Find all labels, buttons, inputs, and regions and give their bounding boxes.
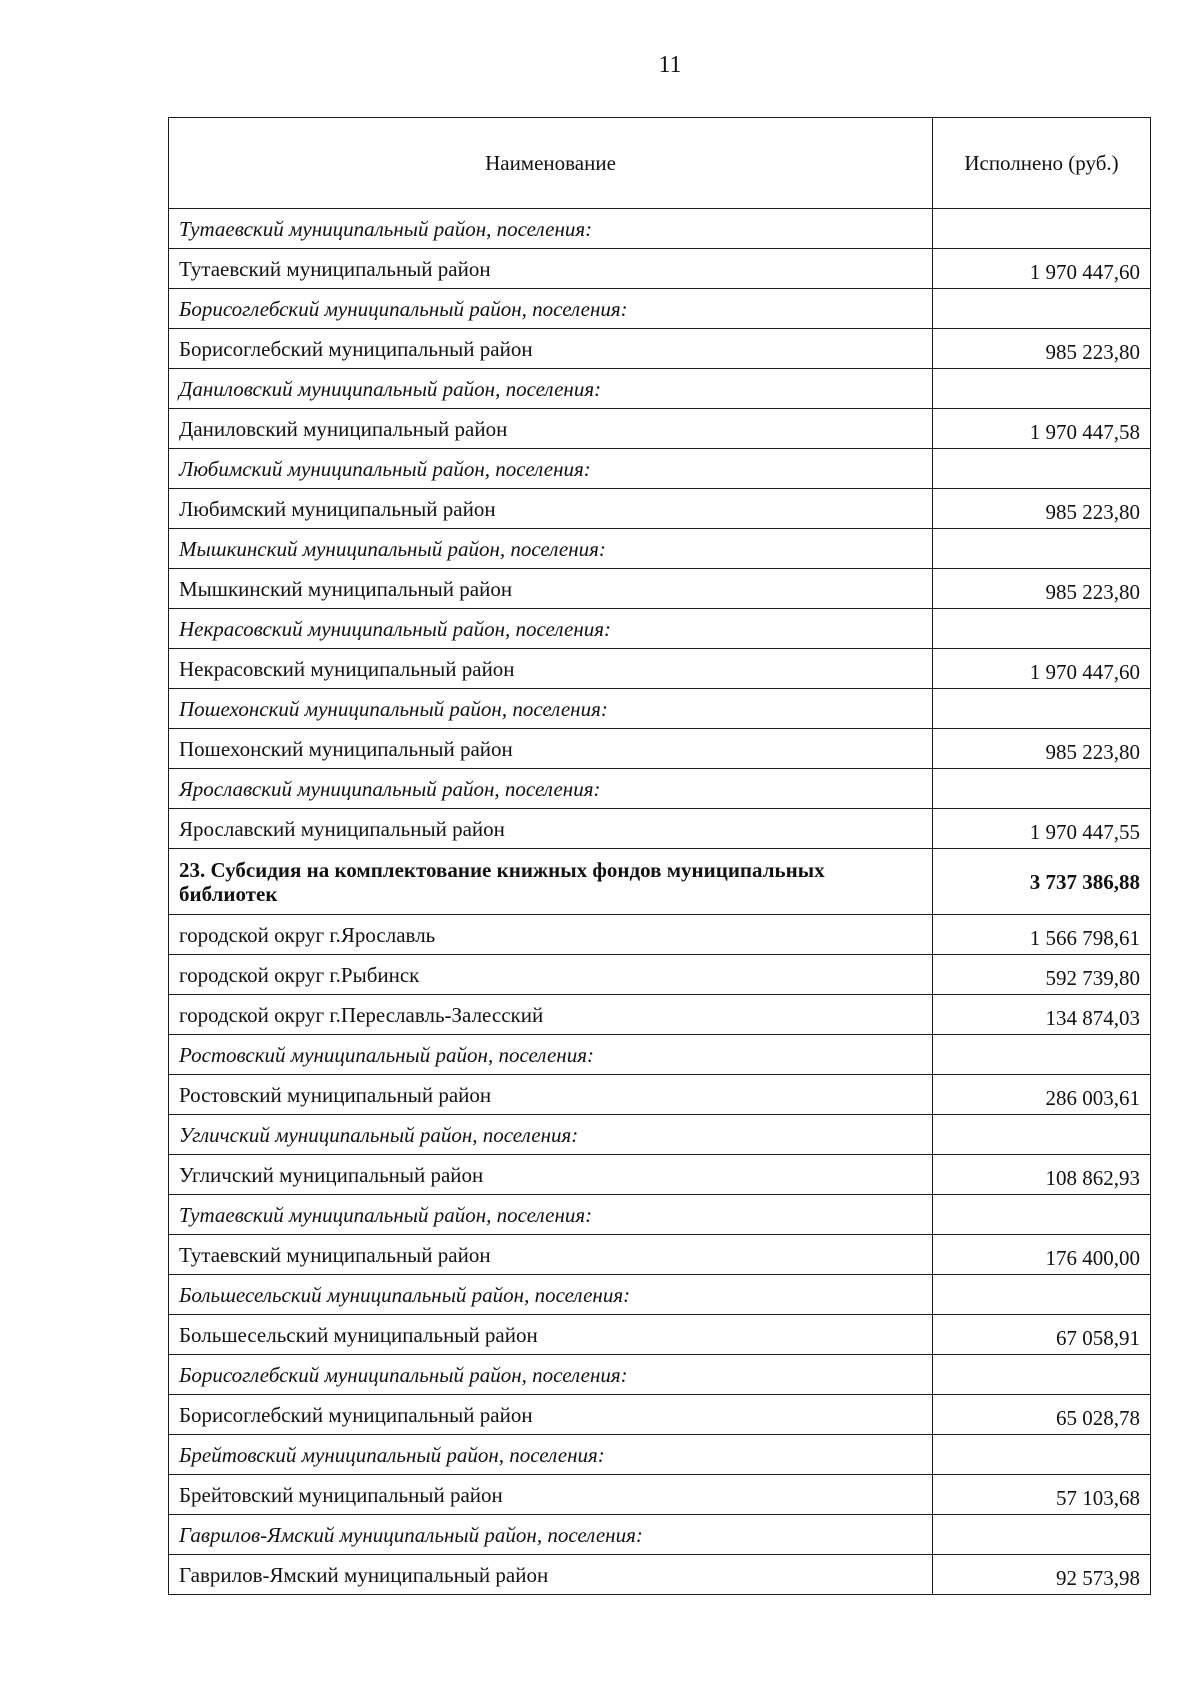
- table-row: [169, 1235, 1151, 1275]
- row-name: Ярославский муниципальный район: [169, 809, 933, 849]
- row-amount: [933, 689, 1151, 729]
- row-amount: [933, 1275, 1151, 1315]
- row-name: Мышкинский муниципальный район: [169, 569, 933, 609]
- row-name: Борисоглебский муниципальный район: [169, 329, 933, 369]
- row-amount: 134 874,03: [933, 995, 1151, 1035]
- table-row: [169, 569, 1151, 609]
- row-amount: 985 223,80: [933, 729, 1151, 769]
- total-row: [169, 849, 1151, 915]
- section-row: [169, 1435, 1151, 1475]
- row-name: Даниловский муниципальный район, поселения:: [169, 369, 933, 409]
- row-name: Большесельский муниципальный район: [169, 1315, 933, 1355]
- row-amount: [933, 209, 1151, 249]
- row-name: Гаврилов-Ямский муниципальный район, поселения:: [169, 1515, 933, 1555]
- table-body: [169, 209, 1151, 1595]
- row-amount: [933, 289, 1151, 329]
- row-amount: [933, 369, 1151, 409]
- row-amount: 985 223,80: [933, 489, 1151, 529]
- row-amount: 985 223,80: [933, 329, 1151, 369]
- row-name: Тутаевский муниципальный район, поселения:: [169, 1195, 933, 1235]
- row-name: городской округ г.Переславль-Залесский: [169, 995, 933, 1035]
- row-amount: 1 970 447,58: [933, 409, 1151, 449]
- table-row: [169, 409, 1151, 449]
- row-name: Мышкинский муниципальный район, поселения:: [169, 529, 933, 569]
- table-row: [169, 915, 1151, 955]
- row-name: Тутаевский муниципальный район: [169, 249, 933, 289]
- section-row: [169, 1035, 1151, 1075]
- table-row: [169, 1315, 1151, 1355]
- row-name: Даниловский муниципальный район: [169, 409, 933, 449]
- row-amount: 1 970 447,55: [933, 809, 1151, 849]
- row-name: Большесельский муниципальный район, поселения:: [169, 1275, 933, 1315]
- row-amount: 592 739,80: [933, 955, 1151, 995]
- table-row: [169, 1555, 1151, 1595]
- row-amount: [933, 1115, 1151, 1155]
- row-name: Тутаевский муниципальный район: [169, 1235, 933, 1275]
- table-row: [169, 729, 1151, 769]
- table-row: [169, 249, 1151, 289]
- section-row: [169, 1355, 1151, 1395]
- row-amount: 65 028,78: [933, 1395, 1151, 1435]
- row-amount: 92 573,98: [933, 1555, 1151, 1595]
- row-amount: 108 862,93: [933, 1155, 1151, 1195]
- budget-execution-table: [168, 117, 1151, 1595]
- row-amount: 176 400,00: [933, 1235, 1151, 1275]
- row-name: Ростовский муниципальный район: [169, 1075, 933, 1115]
- section-row: [169, 529, 1151, 569]
- row-name: Пошехонский муниципальный район: [169, 729, 933, 769]
- row-amount: [933, 1195, 1151, 1235]
- row-name: Угличский муниципальный район: [169, 1155, 933, 1195]
- section-row: [169, 609, 1151, 649]
- row-name: Ярославский муниципальный район, поселения:: [169, 769, 933, 809]
- table-row: [169, 489, 1151, 529]
- table-row: [169, 649, 1151, 689]
- section-row: [169, 289, 1151, 329]
- table-row: [169, 329, 1151, 369]
- row-name: Пошехонский муниципальный район, поселения:: [169, 689, 933, 729]
- section-row: [169, 369, 1151, 409]
- row-amount: [933, 1355, 1151, 1395]
- row-name: Борисоглебский муниципальный район: [169, 1395, 933, 1435]
- section-row: [169, 1195, 1151, 1235]
- row-name: Угличский муниципальный район, поселения:: [169, 1115, 933, 1155]
- row-name: Ростовский муниципальный район, поселения:: [169, 1035, 933, 1075]
- row-amount: [933, 769, 1151, 809]
- table-row: [169, 1155, 1151, 1195]
- row-name: Гаврилов-Ямский муниципальный район: [169, 1555, 933, 1595]
- row-amount: 985 223,80: [933, 569, 1151, 609]
- row-name: Тутаевский муниципальный район, поселения:: [169, 209, 933, 249]
- row-name: Борисоглебский муниципальный район, поселения:: [169, 1355, 933, 1395]
- row-amount: [933, 529, 1151, 569]
- row-name: Некрасовский муниципальный район, поселения:: [169, 609, 933, 649]
- table-row: [169, 1395, 1151, 1435]
- row-amount: 57 103,68: [933, 1475, 1151, 1515]
- section-row: [169, 1115, 1151, 1155]
- row-amount: 286 003,61: [933, 1075, 1151, 1115]
- row-name: Любимский муниципальный район, поселения:: [169, 449, 933, 489]
- row-amount: [933, 449, 1151, 489]
- row-amount: [933, 609, 1151, 649]
- row-name: Брейтовский муниципальный район: [169, 1475, 933, 1515]
- section-row: [169, 769, 1151, 809]
- row-amount: [933, 1435, 1151, 1475]
- section-row: [169, 1275, 1151, 1315]
- row-amount: 67 058,91: [933, 1315, 1151, 1355]
- row-amount: 1 970 447,60: [933, 649, 1151, 689]
- row-amount: 1 566 798,61: [933, 915, 1151, 955]
- row-amount: [933, 1035, 1151, 1075]
- row-name: городской округ г.Рыбинск: [169, 955, 933, 995]
- row-name: Некрасовский муниципальный район: [169, 649, 933, 689]
- header-name: Наименование: [169, 118, 933, 209]
- row-name: городской округ г.Ярославль: [169, 915, 933, 955]
- header-amount: Исполнено (руб.): [933, 118, 1151, 209]
- row-amount: 1 970 447,60: [933, 249, 1151, 289]
- row-name: Любимский муниципальный район: [169, 489, 933, 529]
- section-row: [169, 449, 1151, 489]
- table-row: [169, 1075, 1151, 1115]
- table-row: [169, 995, 1151, 1035]
- row-amount: [933, 1515, 1151, 1555]
- table-header-row: [169, 118, 1151, 209]
- row-amount: 3 737 386,88: [933, 849, 1151, 915]
- section-row: [169, 689, 1151, 729]
- row-name: Борисоглебский муниципальный район, поселения:: [169, 289, 933, 329]
- section-row: [169, 1515, 1151, 1555]
- table-row: [169, 809, 1151, 849]
- table-row: [169, 955, 1151, 995]
- section-row: [169, 209, 1151, 249]
- table-row: [169, 1475, 1151, 1515]
- row-name: Брейтовский муниципальный район, поселения:: [169, 1435, 933, 1475]
- page-number: 11: [658, 52, 682, 78]
- row-name: 23. Субсидия на комплектование книжных фондов муниципальных библиотек: [169, 849, 933, 915]
